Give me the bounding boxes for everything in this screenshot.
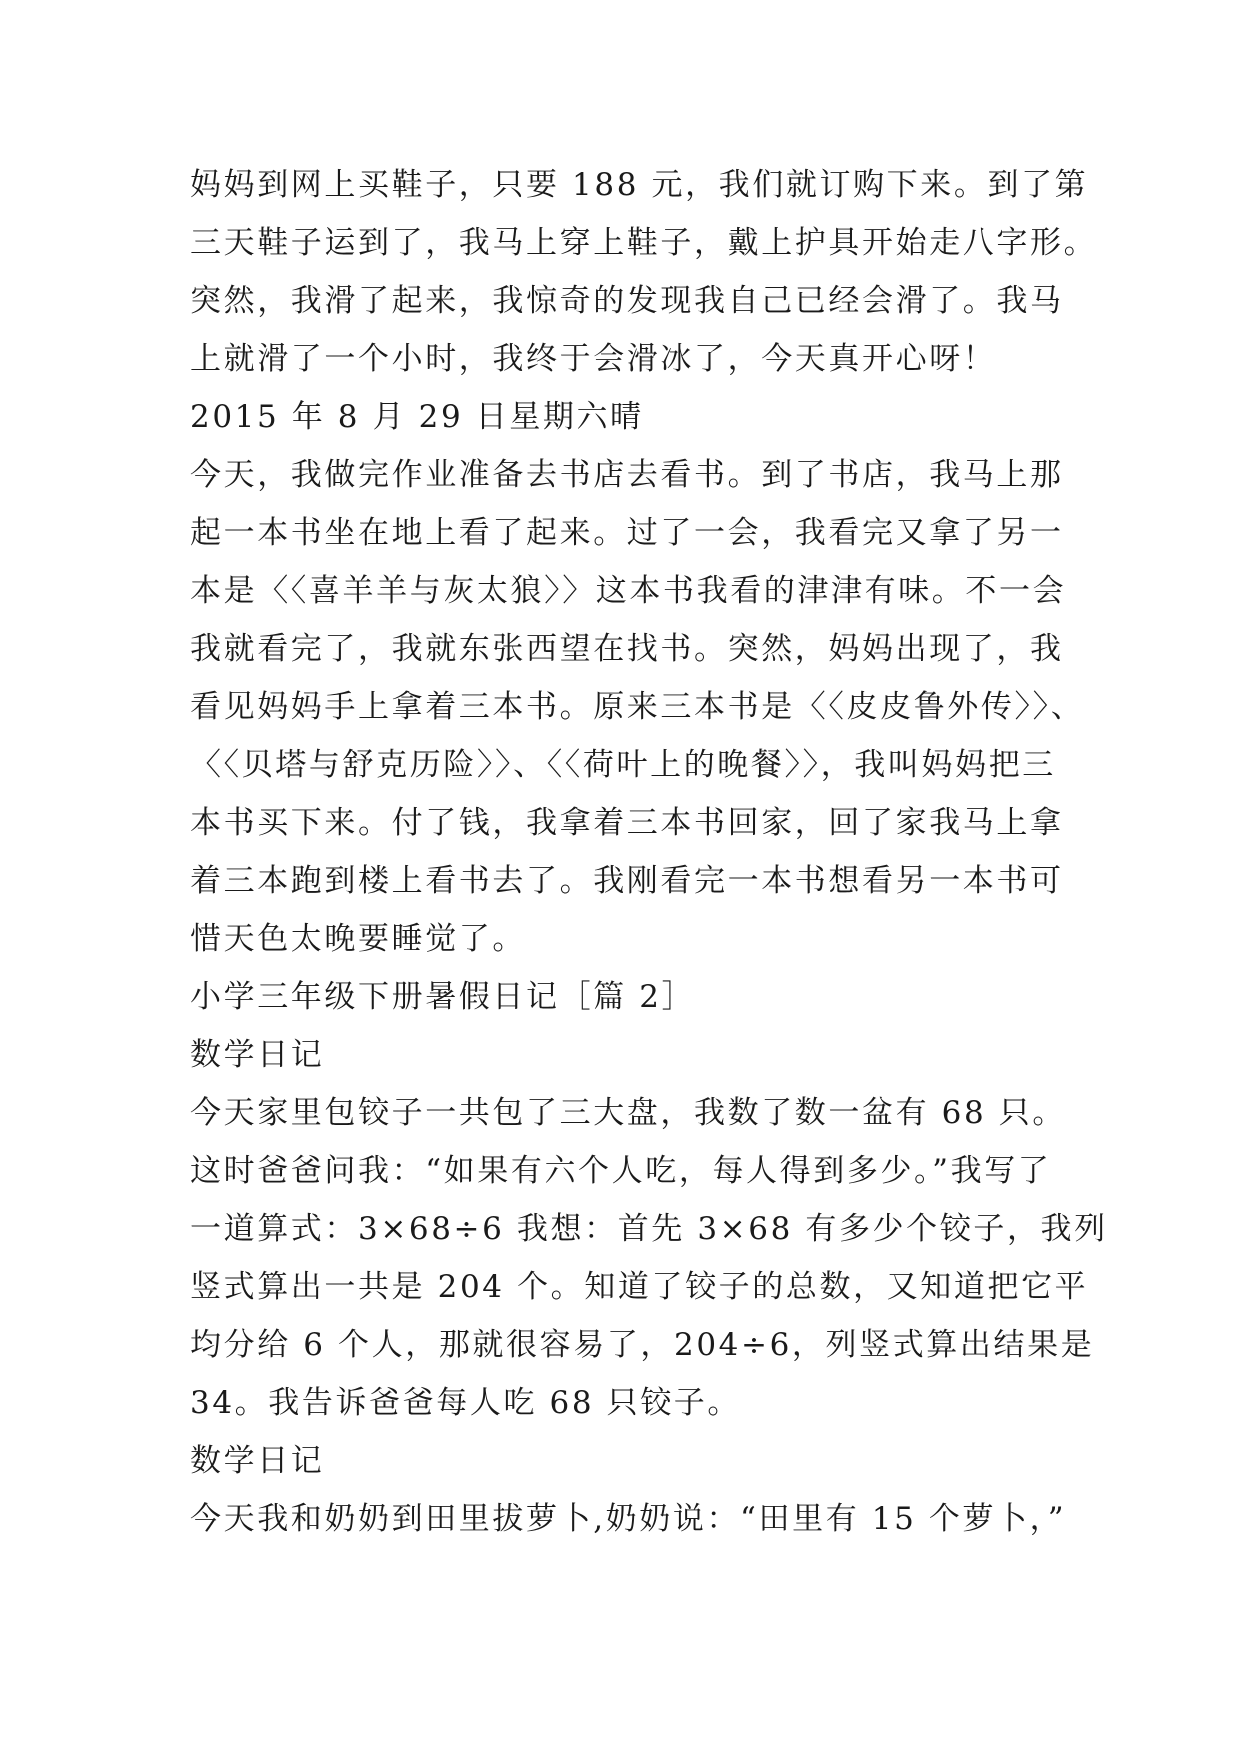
text-line: 惜天色太晚要睡觉了。 [190, 921, 526, 957]
diary-title: 数学日记 [190, 1037, 325, 1073]
text-line: 起一本书坐在地上看了起来。过了一会，我看完又拿了另一 [190, 515, 1064, 551]
text-line: 本是〈〈喜羊羊与灰太狼〉〉这本书我看的津津有味。不一会 [190, 573, 1067, 609]
text-line: 本书买下来。付了钱，我拿着三本书回家，回了家我马上拿 [190, 805, 1064, 841]
text-line: 我就看完了，我就东张西望在找书。突然，妈妈出现了，我 [190, 631, 1064, 667]
text-line: 上就滑了一个小时，我终于会滑冰了，今天真开心呀！ [190, 341, 997, 377]
text-line: 看见妈妈手上拿着三本书。原来三本书是〈〈皮皮鲁外传〉〉、 [190, 689, 1085, 725]
text-line: 一道算式：3×68÷6 我想：首先 3×68 有多少个铰子，我列 [190, 1211, 1108, 1247]
text-line: 妈妈到网上买鞋子，只要 188 元，我们就订购下来。到了第 [190, 167, 1089, 203]
text-line: 今天，我做完作业准备去书店去看书。到了书店，我马上那 [190, 457, 1064, 493]
section-heading: 小学三年级下册暑假日记［篇 2］ [190, 979, 696, 1015]
text-line: 竖式算出一共是 204 个。知道了铰子的总数，又知道把它平 [190, 1269, 1089, 1305]
text-line: 着三本跑到楼上看书去了。我刚看完一本书想看另一本书可 [190, 863, 1064, 899]
text-line: 突然，我滑了起来，我惊奇的发现我自己已经会滑了。我马 [190, 283, 1064, 319]
text-line: 这时爸爸问我：“如果有六个人吃，每人得到多少。”我写了 [190, 1153, 1052, 1189]
text-line: 均分给 6 个人，那就很容易了，204÷6，列竖式算出结果是 [190, 1327, 1095, 1363]
text-line: 34。我告诉爸爸每人吃 68 只铰子。 [190, 1385, 741, 1421]
text-line: 今天我和奶奶到田里拔萝卜,奶奶说：“田里有 15 个萝卜，” [190, 1501, 1067, 1537]
diary-title: 数学日记 [190, 1443, 325, 1479]
document-body [190, 156, 1108, 1548]
diary-date-heading: 2015 年 8 月 29 日星期六晴 [190, 399, 644, 435]
text-line: 今天家里包铰子一共包了三大盘，我数了数一盆有 68 只。 [190, 1095, 1066, 1131]
text-line: 三天鞋子运到了，我马上穿上鞋子，戴上护具开始走八字形。 [190, 225, 1098, 261]
text-line: 〈〈贝塔与舒克历险〉〉、〈〈荷叶上的晚餐〉〉，我叫妈妈把三 [190, 747, 1056, 783]
